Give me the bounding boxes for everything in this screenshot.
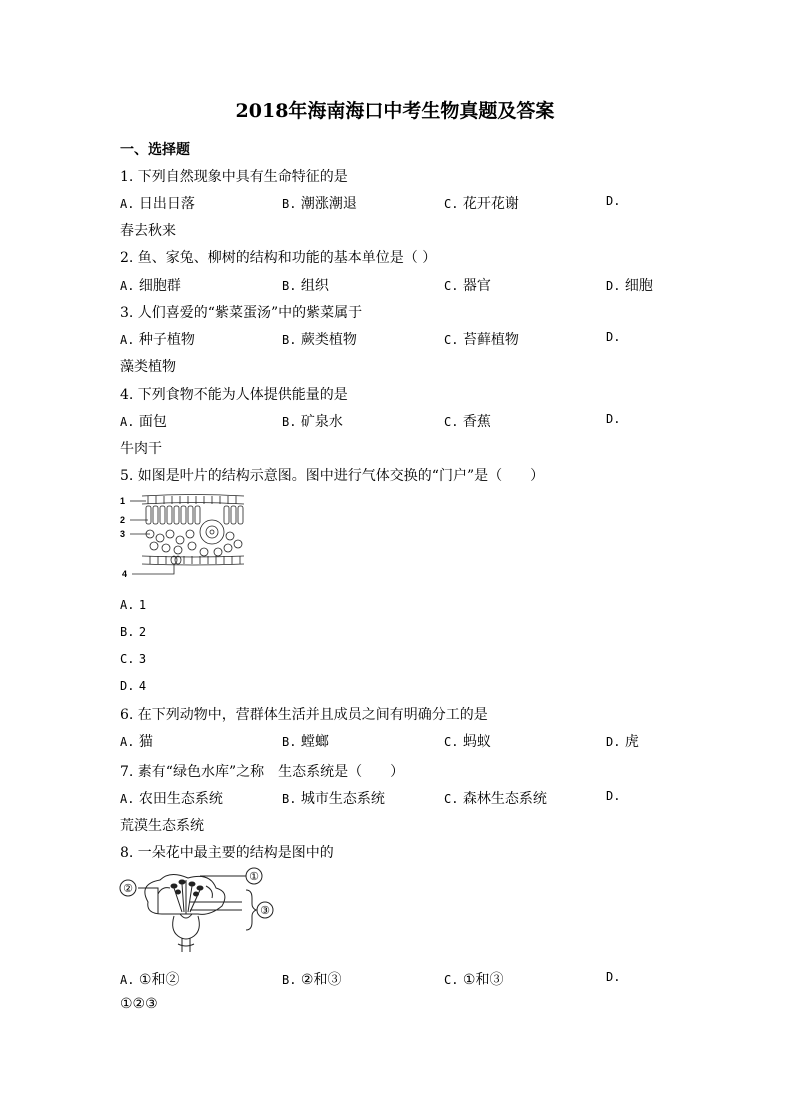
q8-option-c[interactable]: C. ①和③	[444, 972, 504, 988]
q4-option-c[interactable]: C. 香蕉	[444, 414, 491, 430]
q1-option-a[interactable]: A. 日出日落	[120, 196, 195, 212]
flower-receptacle	[173, 916, 200, 939]
q3-option-d-text[interactable]: 藻类植物	[120, 359, 176, 375]
q8-option-a[interactable]: A. ①和②	[120, 972, 180, 988]
palisade-layer	[146, 506, 243, 524]
leaf-label-1: 1	[120, 496, 126, 506]
question-5-stem: 5. 如图是叶片的结构示意图。图中进行气体交换的“门户”是（ ）	[120, 468, 545, 484]
q3-option-d-letter[interactable]: D.	[606, 330, 621, 344]
leaf-label-2: 2	[120, 515, 126, 525]
q6-option-a[interactable]: A. 猫	[120, 734, 153, 750]
flower-label-2: ②	[123, 883, 133, 895]
q6-option-c[interactable]: C. 蚂蚁	[444, 734, 491, 750]
question-2-stem: 2. 鱼、家兔、柳树的结构和功能的基本单位是（ ）	[120, 250, 437, 266]
question-3-stem: 3. 人们喜爱的“紫菜蛋汤”中的紫菜属于	[120, 305, 363, 321]
q2-option-b[interactable]: B. 组织	[282, 278, 329, 294]
q1-option-d-text[interactable]: 春去秋来	[120, 223, 176, 239]
q7-option-c[interactable]: C. 森林生态系统	[444, 791, 547, 807]
q6-option-b[interactable]: B. 螳螂	[282, 734, 329, 750]
question-8-stem: 8. 一朵花中最主要的结构是图中的	[120, 845, 334, 861]
flower-label-1: ①	[249, 871, 259, 883]
flower-structure-figure	[118, 864, 276, 956]
q1-option-d-letter[interactable]: D.	[606, 194, 621, 208]
q6-option-d[interactable]: D. 虎	[606, 734, 639, 750]
vein-bundle	[200, 520, 224, 544]
q5-option-c[interactable]: C. 3	[120, 652, 147, 666]
q1-option-c[interactable]: C. 花开花谢	[444, 196, 519, 212]
q5-option-a[interactable]: A. 1	[120, 598, 147, 612]
q5-option-d[interactable]: D. 4	[120, 679, 147, 693]
q5-option-b[interactable]: B. 2	[120, 625, 147, 639]
page-title: 2018年海南海口中考生物真题及答案	[235, 100, 555, 122]
q7-option-a[interactable]: A. 农田生态系统	[120, 791, 223, 807]
q4-option-d-text[interactable]: 牛肉干	[120, 441, 162, 457]
q8-option-d-letter[interactable]: D.	[606, 970, 621, 984]
q8-option-d-text[interactable]: ①②③	[120, 996, 158, 1012]
q1-option-b[interactable]: B. 潮涨潮退	[282, 196, 357, 212]
q8-option-b[interactable]: B. ②和③	[282, 972, 342, 988]
q2-option-d[interactable]: D. 细胞	[606, 278, 653, 294]
leaf-structure-figure	[118, 492, 246, 582]
q2-option-a[interactable]: A. 细胞群	[120, 278, 181, 294]
question-1-stem: 1. 下列自然现象中具有生命特征的是	[120, 169, 348, 185]
question-6-stem: 6. 在下列动物中，营群体生活并且成员之间有明确分工的是	[120, 707, 488, 723]
spongy-layer	[146, 530, 242, 556]
question-7-stem: 7. 素有“绿色水库”之称 生态系统是（ ）	[120, 764, 405, 780]
leaf-label-4: 4	[122, 569, 128, 579]
section-heading: 一、选择题	[120, 142, 190, 158]
question-4-stem: 4. 下列食物不能为人体提供能量的是	[120, 387, 348, 403]
flower-label-3: ③	[260, 905, 270, 917]
leaf-label-3: 3	[120, 529, 126, 539]
q4-option-a[interactable]: A. 面包	[120, 414, 167, 430]
q7-option-d-text[interactable]: 荒漠生态系统	[120, 818, 204, 834]
q4-option-d-letter[interactable]: D.	[606, 412, 621, 426]
q4-option-b[interactable]: B. 矿泉水	[282, 414, 343, 430]
q2-option-c[interactable]: C. 器官	[444, 278, 491, 294]
q3-option-b[interactable]: B. 蕨类植物	[282, 332, 357, 348]
q3-option-c[interactable]: C. 苔藓植物	[444, 332, 519, 348]
q7-option-d-letter[interactable]: D.	[606, 789, 621, 803]
q7-option-b[interactable]: B. 城市生态系统	[282, 791, 385, 807]
q3-option-a[interactable]: A. 种子植物	[120, 332, 195, 348]
